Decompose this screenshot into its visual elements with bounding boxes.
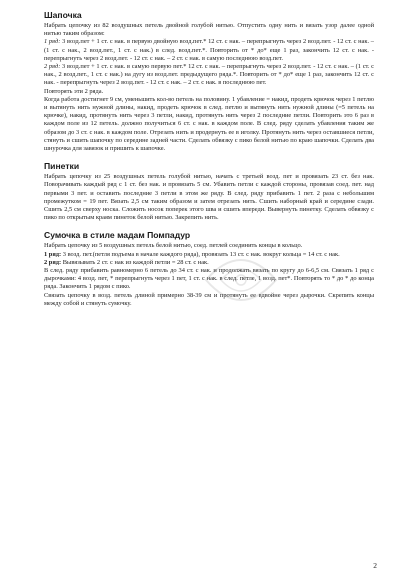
row-label: 2 ряд: bbox=[44, 63, 61, 71]
paragraph bbox=[44, 292, 374, 308]
paragraph-text: В след. ряду прибавить равномерно 6 петель до 34 ст. с нак. и продолжать вязать по кругу до 6-6,5 см. Связать 1 ряд с дырочками: 4 возд. пет, * перепрыгнуть через 1 пет, 1 ст. с нак. в след. петле, 1 возд. пет*. Повторять то * до * до конца ряда. Закончить 1 рядом с пико. bbox=[44, 267, 374, 291]
paragraph-text: Набрать цепочку из 82 воздушных петель двойной голубой нитью. Отпустить одну нить и вязать узор далее одной нитью таким образом: bbox=[44, 22, 374, 38]
paragraph bbox=[44, 267, 374, 292]
row-label: 2 ряд: bbox=[44, 258, 62, 266]
paragraph bbox=[44, 63, 374, 88]
paragraph-text: Связать цепочку в возд. петель длиной примерно 38-39 см и протянуть ее вдвойне через дырочки. Скрепить концы между собой и стянуть сумочку. bbox=[44, 291, 374, 307]
paragraph-text: Набрать цепочку из 5 воздушных петель белой нитью, соед. петлей соединить концы в кольцо. bbox=[44, 242, 303, 250]
paragraph bbox=[44, 88, 374, 96]
section-booties bbox=[44, 161, 374, 222]
paragraph bbox=[44, 259, 374, 267]
paragraph-text: Набрать цепочку из 25 воздушных петель голубой нитью, начать с третьей возд. пет и провязать 23 ст. без нак. Поворачивать каждый ряд с 1 ст. без нак. и провязать 5 см. Убавить петли с каждой стороны, провязав соед. пет. над первыми 3 пет. и оставить последние 3 петли в этом же ряду. В след. ряду прибавить 1 пет. 2 раза с небольшим промежутком = 19 пет. Вязать 2,5 см таким образом и затем отрезать нить. Сшить наборный край и середине сзади. Сшить 2,5 см сверху носка. Сложить носок поперек этого шва и сшить впереди. Вывернуть пинетку. Сделать обвязку с пико по открытым краям пинеток белой нитью. Закрепить нить. bbox=[44, 173, 374, 222]
section-title: Пинетки bbox=[44, 161, 80, 172]
paragraph bbox=[44, 22, 374, 38]
document-page bbox=[44, 10, 374, 308]
page-number: 2 bbox=[373, 561, 377, 570]
paragraph-text: 3 возд. пет.(петля подъема в начале каждого ряда), провязать 13 ст. с нак. вокруг кольца = 14 ст. с нак. bbox=[61, 250, 340, 258]
paragraph bbox=[44, 96, 374, 153]
section-bag bbox=[44, 230, 374, 308]
paragraph bbox=[44, 38, 374, 63]
paragraph-text: 3 возд.пет + 1 ст. с нак. в самую первую пет.* 12 ст. с нак. – перепрыгнуть через 2 возд.пет. - 12 ст. с нак. – (1 ст. с нак., 2 возд.пет., 1 ст. с нак.) на дугу из возд.пет. предыдущего ряда.*. Повторить от * до* еще 1 раз, закончить 12 ст. с нак. - перепрыгнуть через 2 возд.пет. - 12 ст. с нак. – 2 ст. с нак. в последнюю пет. bbox=[44, 63, 374, 87]
section-gap bbox=[44, 222, 374, 230]
paragraph-text: Когда работа достигнет 9 см, уменьшить кол-во петель на половину. 1 убавление = накид, продеть крючок через 1 петлю и вытянуть нить нужной длины, накид, продеть крючок в след. петлю и вытянуть нить нужной длины (=5 петель на крючке), накид, протянуть нить через 3 петли, накид, протянуть нить через 2 последние петли. Повторить это 6 раз в каждом поле из 12 петель. должно получиться 6 ст. с нак. в каждом поле. В след. ряду сделать убавления таким же образом до 3 ст. с нак. в каждом поле. Отрезать нить и продернуть ее в иголку. Протянуть нить через оставшиеся петли, стянуть и сшить шапочку по середине задней части. Сделать обвязку с пико белой нитью по краю шапочки. Сделать два шнурочка для завязок и пришить к шапочке. bbox=[44, 95, 374, 153]
section-hat bbox=[44, 10, 374, 153]
paragraph-text: Вывязывать 2 ст. с нак из каждой петли = 28 ст. с нак. bbox=[61, 258, 209, 266]
section-title: Сумочка в стиле мадам Помпадур bbox=[44, 230, 191, 241]
paragraph bbox=[44, 242, 374, 250]
paragraph bbox=[44, 251, 374, 259]
row-label: 1 ряд: bbox=[44, 38, 61, 46]
section-gap bbox=[44, 153, 374, 161]
section-title: Шапочка bbox=[44, 10, 82, 20]
paragraph bbox=[44, 173, 374, 222]
row-label: 1 ряд: bbox=[44, 250, 62, 258]
paragraph-text: 3 возд.пет + 1 ст. с нак. в первую двойную возд.пет.* 12 ст. с нак. – перепрыгнуть через 2 возд.пет. - 12 ст. с нак. – (1 ст. с нак., 2 возд.пет., 1 ст. с нак.) в след. возд.пет.*. Повторить от * до* еще 1 раз, закончить 12 ст. с нак. - перепрыгнуть через 2 возд.пет. - 12 ст. с нак. – 2 ст. с нак. в самую последнюю возд.пет. bbox=[44, 38, 374, 62]
paragraph-text: Повторять эти 2 ряда. bbox=[44, 87, 104, 95]
